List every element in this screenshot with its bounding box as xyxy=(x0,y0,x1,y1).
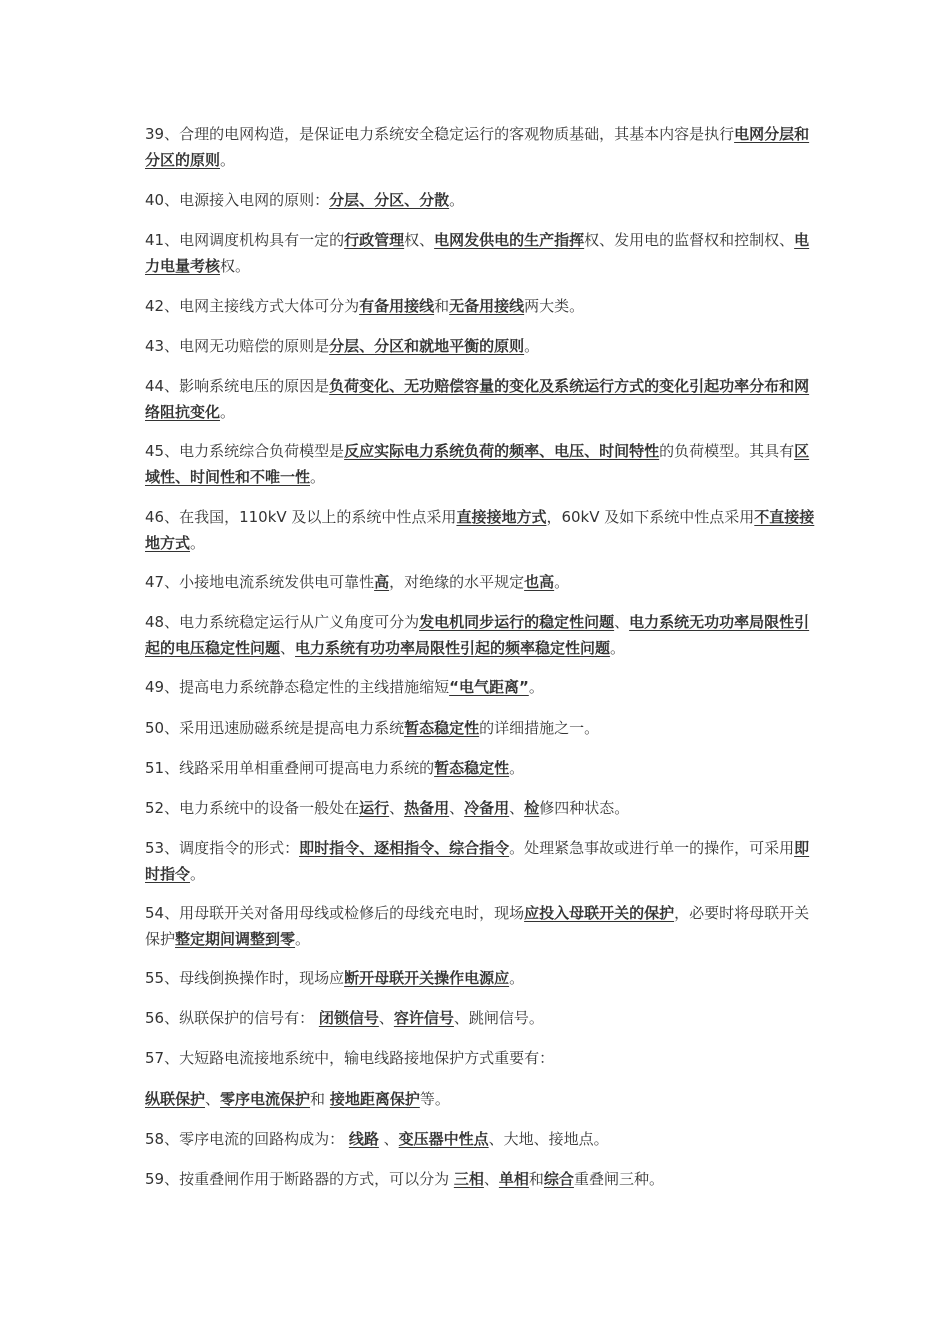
answer-text: 电力系统有功功率局限性引起的频率稳定性问题 xyxy=(295,639,611,657)
answer-text: 电力系统无功功率局限性引起的电压稳定性问题 xyxy=(145,613,810,657)
answer-text: 电网分层和分区的原则 xyxy=(145,125,810,169)
answer-text: 区域性、时间性和不唯一性 xyxy=(145,442,810,486)
answer-text: 运行 xyxy=(359,799,390,817)
question-text: ，对绝缘的水平规定 xyxy=(389,573,525,591)
question-text: 56、纵联保护的信号有： xyxy=(145,1009,319,1027)
question-text: 重叠闸三种。 xyxy=(573,1170,664,1188)
question-q53 xyxy=(145,835,817,887)
answer-text: 闭锁信号 xyxy=(318,1009,379,1027)
question-text: 。 xyxy=(220,403,236,421)
question-text: 45、电力系统综合负荷模型是 xyxy=(145,442,345,460)
answer-text: 发电机同步运行的稳定性问题 xyxy=(419,613,615,631)
question-text: 和 xyxy=(310,1090,330,1108)
question-text: 39、合理的电网构造，是保证电力系统安全稳定运行的客观物质基础，其基本内容是执行 xyxy=(145,125,735,143)
question-text: 。 xyxy=(220,151,236,169)
question-q57 xyxy=(145,1045,817,1071)
answer-text: 三相 xyxy=(453,1170,484,1188)
question-text: 。 xyxy=(509,759,525,777)
answer-text: 即时指令、逐相指令、综合指令 xyxy=(299,839,510,857)
question-text: 47、小接地电流系统发供电可靠性 xyxy=(145,573,375,591)
question-text: 、大地、接地点。 xyxy=(488,1130,609,1148)
question-text: 、 xyxy=(389,799,405,817)
question-q48 xyxy=(145,609,817,661)
question-text: 。处理紧急事故或进行单一的操作，可采用 xyxy=(509,839,795,857)
question-text: 43、电网无功赔偿的原则是 xyxy=(145,337,330,355)
answer-text: 高 xyxy=(374,573,390,591)
question-text: 等。 xyxy=(419,1090,450,1108)
answer-text: 电网发供电的生产指挥 xyxy=(434,231,585,249)
question-text: 。 xyxy=(190,534,206,552)
question-text: 修四种状态。 xyxy=(539,799,630,817)
question-text: 和 xyxy=(434,297,450,315)
question-q56 xyxy=(145,1005,817,1031)
question-text: 41、电网调度机构具有一定的 xyxy=(145,231,345,249)
question-text: 46、在我国，110kV 及以上的系统中性点采用 xyxy=(145,508,457,526)
answer-text: 接地距离保护 xyxy=(329,1090,420,1108)
question-text: 、 xyxy=(378,1130,399,1148)
answer-text: 暂态稳定性 xyxy=(434,759,510,777)
question-text: 57、大短路电流接地系统中，输电线路接地保护方式重要有： xyxy=(145,1049,555,1067)
answer-text: 整定期间调整到零 xyxy=(175,930,296,948)
answer-text: 不直接接地方式 xyxy=(145,508,815,552)
question-text: 权、 xyxy=(404,231,435,249)
answer-text: 综合 xyxy=(543,1170,574,1188)
answer-text: 变压器中性点 xyxy=(398,1130,489,1148)
question-text: 48、电力系统稳定运行从广义角度可分为 xyxy=(145,613,420,631)
question-q43 xyxy=(145,333,817,359)
question-q58 xyxy=(145,1126,817,1152)
question-text: 49、提高电力系统静态稳定性的主线措施缩短 xyxy=(145,678,450,696)
question-text: 。 xyxy=(295,930,311,948)
answer-text: “电气距离” xyxy=(449,678,529,696)
answer-text: 行政管理 xyxy=(344,231,405,249)
question-text: 50、采用迅速励磁系统是提高电力系统 xyxy=(145,719,405,737)
question-q42 xyxy=(145,293,817,319)
answer-text: 也高 xyxy=(524,573,555,591)
answer-text: 负荷变化、无功赔偿容量的变化及系统运行方式的变化引起功率分布和网络阻抗变化 xyxy=(145,377,810,421)
question-q47 xyxy=(145,569,817,595)
question-text: 40、电源接入电网的原则： xyxy=(145,191,330,209)
question-text: 。 xyxy=(554,573,570,591)
answer-text: 反应实际电力系统负荷的频率、电压、时间特性 xyxy=(344,442,660,460)
answer-text: 分层、分区和就地平衡的原则 xyxy=(329,337,525,355)
question-q51 xyxy=(145,755,817,781)
question-text: 、 xyxy=(614,613,630,631)
question-text: 42、电网主接线方式大体可分为 xyxy=(145,297,360,315)
question-text: 的负荷模型。其具有 xyxy=(659,442,795,460)
question-q40 xyxy=(145,187,817,213)
answer-text: 冷备用 xyxy=(464,799,510,817)
question-text: 52、电力系统中的设备一般处在 xyxy=(145,799,360,817)
question-q45 xyxy=(145,438,817,490)
answer-text: 即时指令 xyxy=(145,839,810,883)
question-q46 xyxy=(145,504,817,556)
question-text: 、跳闸信号。 xyxy=(453,1009,544,1027)
question-text: 。 xyxy=(449,191,465,209)
question-text: 、 xyxy=(378,1009,394,1027)
question-q49 xyxy=(145,674,817,700)
question-q59 xyxy=(145,1166,817,1192)
question-text: 。 xyxy=(528,678,544,696)
question-text: 、 xyxy=(449,799,465,817)
question-q39 xyxy=(145,121,817,173)
question-text: 59、按重叠闸作用于断路器的方式，可以分为 xyxy=(145,1170,454,1188)
question-text: 、 xyxy=(483,1170,499,1188)
answer-text: 应投入母联开关的保护 xyxy=(524,904,675,922)
question-text: 53、调度指令的形式： xyxy=(145,839,300,857)
question-text: 54、用母联开关对备用母线或检修后的母线充电时，现场 xyxy=(145,904,525,922)
question-q52 xyxy=(145,795,817,821)
question-text: 两大类。 xyxy=(524,297,585,315)
question-text: 。 xyxy=(524,337,540,355)
answer-text: 检 xyxy=(524,799,540,817)
answer-text: 零序电流保护 xyxy=(220,1090,311,1108)
question-text: 、 xyxy=(205,1090,221,1108)
question-text: 。 xyxy=(509,969,525,987)
question-text: 。 xyxy=(310,468,326,486)
question-text: 。 xyxy=(610,639,626,657)
question-q57b xyxy=(145,1086,817,1112)
answer-text: 分层、分区、分散 xyxy=(329,191,450,209)
question-text: 权。 xyxy=(220,257,251,275)
question-q44 xyxy=(145,373,817,425)
question-text: 、 xyxy=(509,799,525,817)
question-text: 。 xyxy=(190,865,206,883)
question-text: 权、发用电的监督权和控制权、 xyxy=(584,231,795,249)
answer-text: 直接接地方式 xyxy=(456,508,547,526)
question-q55 xyxy=(145,965,817,991)
answer-text: 无备用接线 xyxy=(449,297,525,315)
answer-text: 热备用 xyxy=(404,799,450,817)
question-q41 xyxy=(145,227,817,279)
answer-text: 暂态稳定性 xyxy=(404,719,480,737)
question-text: ，必要时将母联开关保护 xyxy=(145,904,810,948)
answer-text: 有备用接线 xyxy=(359,297,435,315)
question-text: 44、影响系统电压的原因是 xyxy=(145,377,330,395)
question-text: ，60kV 及如下系统中性点采用 xyxy=(546,508,755,526)
answer-text: 容许信号 xyxy=(393,1009,454,1027)
question-text: 、 xyxy=(280,639,296,657)
answer-text: 纵联保护 xyxy=(145,1090,206,1108)
answer-text: 单相 xyxy=(498,1170,529,1188)
answer-text: 线路 xyxy=(348,1130,379,1148)
answer-text: 断开母联开关操作电源应 xyxy=(344,969,510,987)
question-q50 xyxy=(145,715,817,741)
question-text: 的详细措施之一。 xyxy=(479,719,600,737)
question-text: 55、母线倒换操作时，现场应 xyxy=(145,969,345,987)
question-text: 和 xyxy=(528,1170,544,1188)
question-q54 xyxy=(145,900,817,952)
question-text: 58、零序电流的回路构成为： xyxy=(145,1130,349,1148)
question-text: 51、线路采用单相重叠闸可提高电力系统的 xyxy=(145,759,435,777)
answer-text: 电力电量考核 xyxy=(145,231,810,275)
